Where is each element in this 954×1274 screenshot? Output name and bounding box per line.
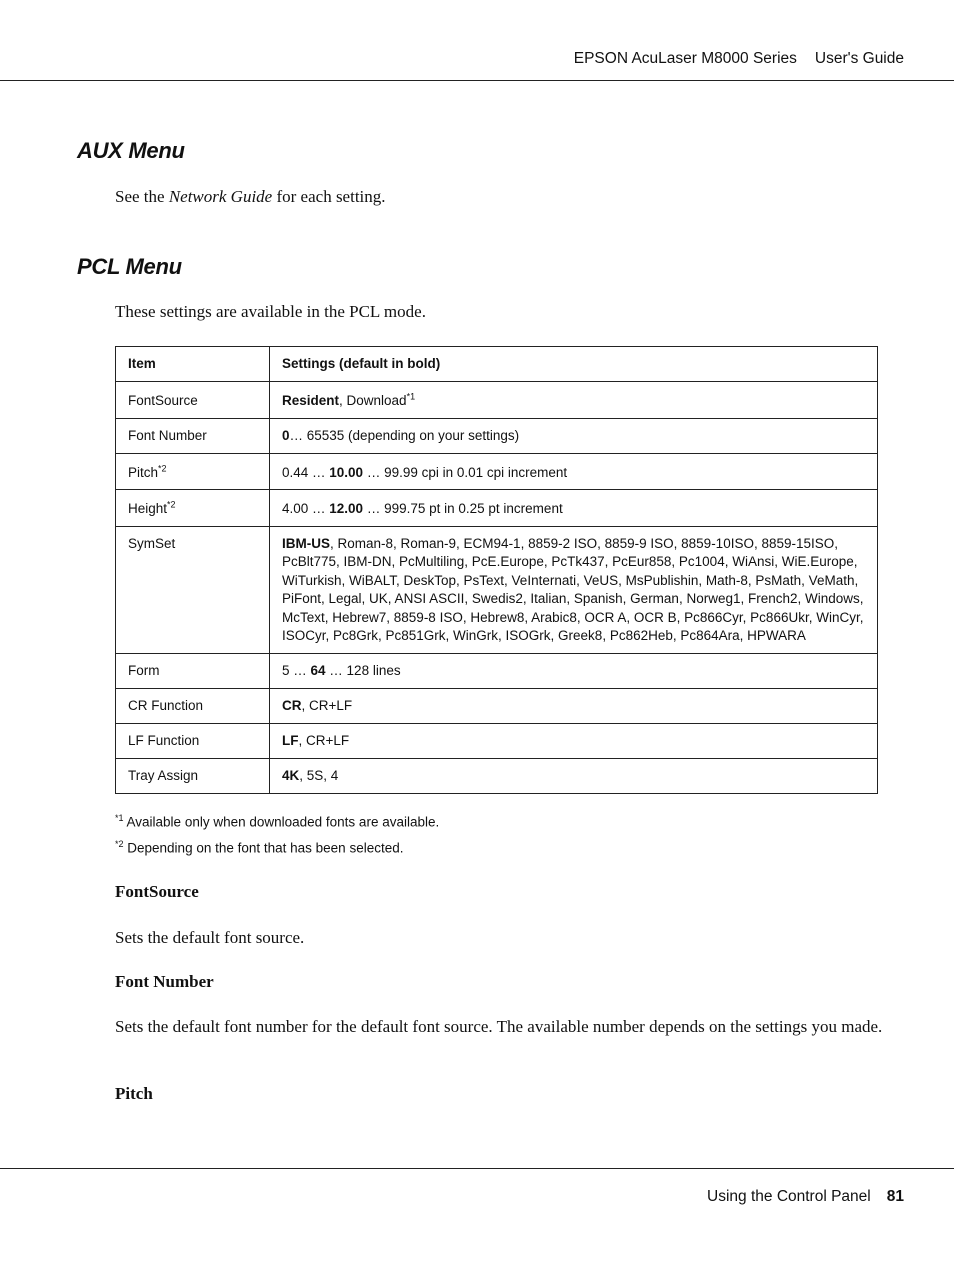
settings-cell: Resident, Download$^{*1}$ [270, 382, 878, 419]
table-row [116, 382, 878, 419]
settings-cell: 4K, 5S, 4 [270, 758, 878, 793]
footnote-2: $^{*2}$ Depending on the font that has been selected. [115, 839, 404, 856]
aux-menu-text [115, 185, 386, 208]
table-row [116, 688, 878, 723]
settings-cell: 0… 65535 (depending on your settings) [270, 418, 878, 453]
footer-chapter: Using the Control Panel [707, 1188, 871, 1205]
item-cell: CR Function [116, 688, 270, 723]
pcl-menu-heading: PCL Menu [77, 254, 182, 279]
column-header-item: Item [116, 347, 270, 382]
font-number-heading: Font Number [115, 972, 214, 991]
pitch-heading: Pitch [115, 1084, 153, 1103]
header-product: EPSON AcuLaser M8000 Series [573, 50, 797, 67]
table-row [116, 758, 878, 793]
header-rule [0, 80, 954, 81]
aux-menu-heading: AUX Menu [77, 138, 185, 163]
network-guide-ref: Network Guide [168, 187, 273, 206]
table-row [116, 526, 878, 653]
settings-cell: 5 … 64 … 128 lines [270, 653, 878, 688]
aux-text-after: for each setting. [272, 187, 386, 206]
aux-text-before: See the [115, 187, 169, 206]
table-row [116, 418, 878, 453]
table-row [116, 453, 878, 490]
pcl-settings-table [115, 346, 878, 794]
column-header-settings: Settings (default in bold) [270, 347, 878, 382]
footer-rule [0, 1168, 954, 1169]
item-cell: SymSet [116, 526, 270, 653]
table-header-row [116, 347, 878, 382]
page-number: 81 [886, 1188, 904, 1205]
item-cell: FontSource [116, 382, 270, 419]
table-row [116, 723, 878, 758]
settings-cell: LF, CR+LF [270, 723, 878, 758]
settings-cell: 0.44 … 10.00 … 99.99 cpi in 0.01 cpi increment [270, 453, 878, 490]
item-cell: Font Number [116, 418, 270, 453]
settings-cell: IBM-US, Roman-8, Roman-9, ECM94-1, 8859-2 ISO, 8859-9 ISO, 8859-10ISO, 8859-15ISO, PcBlt775, IBM-DN, PcMultiling, PcE.Europe, PcTk437, PcEur858, Pc1004, WiAnsi, WiE.Europe, WiTurkish, WiBALT, DeskTop, PsText, VeInternati, VeUS, MsPublishin, Math-8, PsMath, VeMath, PiFont, Legal, UK, ANSI ASCII, Swedis2, Italian, Spanish, German, Norweg1, French2, Windows, McText, Hebrew7, 8859-8 ISO, Hebrew8, Arabic8, OCR A, OCR B, Pc866Cyr, Pc866Ukr, WinCyr, ISOCyr, Pc8Grk, Pc851Grk, WinGrk, ISOGrk, Greek8, Pc862Heb, Pc864Ara, HPWARA [270, 526, 878, 653]
pcl-intro: These settings are available in the PCL mode. [115, 302, 426, 321]
running-header [574, 50, 904, 68]
running-footer [707, 1188, 904, 1206]
settings-cell: 4.00 … 12.00 … 999.75 pt in 0.25 pt increment [270, 490, 878, 527]
item-cell: Form [116, 653, 270, 688]
fontsource-text: Sets the default font source. [115, 928, 305, 947]
item-cell: Tray Assign [116, 758, 270, 793]
item-cell: Height$^{*2}$ [116, 490, 270, 527]
font-number-text: Sets the default font number for the default font source. The available number depends on the settings you made. [115, 1017, 883, 1036]
footnote-1: $^{*1}$ Available only when downloaded fonts are available. [115, 813, 440, 830]
item-cell: LF Function [116, 723, 270, 758]
settings-cell: CR, CR+LF [270, 688, 878, 723]
item-cell: Pitch$^{*2}$ [116, 453, 270, 490]
table-row [116, 653, 878, 688]
fontsource-heading: FontSource [115, 882, 199, 901]
table-row [116, 490, 878, 527]
header-guide: User's Guide [814, 50, 904, 67]
